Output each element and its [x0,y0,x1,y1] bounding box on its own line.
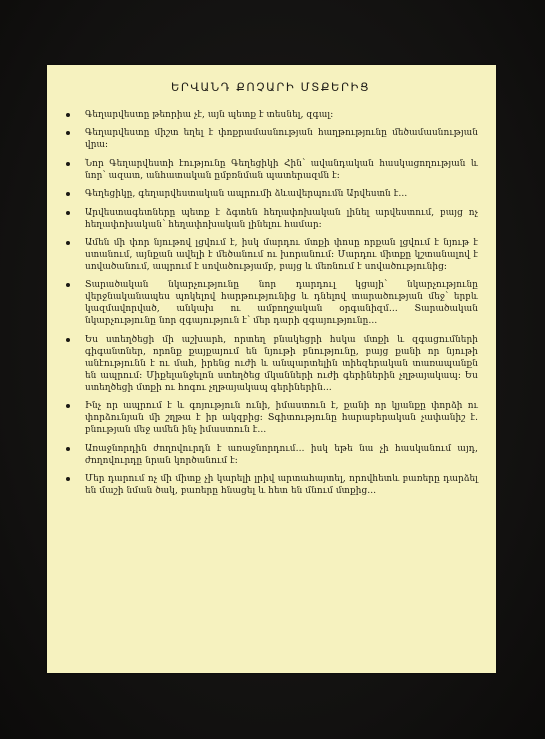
quote-text: Ինչ որ ապրում է և գոյություն ունի, իմաստուն է, քանի որ կյանքը փորձի ու փորձունյան մի շղթա է իր ակզբից: Տգիտությունը հարաբերական չափանիշ է. բնության մեջ ամեն ինչ իմաստուն է… [85,401,478,436]
list-item [63,158,478,182]
quote-text: Նոր Գեղարվեստի էությունը Գեղեցիկի Հին՝ ավանդական հասկացողության և նոր՝ ազատ, անհատական ըմբռնման պատերազմն է: [85,158,478,181]
list-item [63,109,478,121]
quote-text: Ամեն մի փոր նյութով լցվում է, իսկ մարդու մտքի փոսը որքան լցվում է նյութ է ստանում, այնքան ավելի է մեծանում ու խորանում: Մարդու միտքը կշտանալով է սովածանում, ապրում է սովածությամբ, բայց և մեռնում է սովածությունից: [85,237,478,272]
quote-text: Գեղեցիկը, գեղարվեստական ապրումի ձևավերպումն Արվեստն է… [85,189,408,200]
list-item [63,443,478,467]
bullet-icon [66,447,70,451]
list-item [63,279,478,327]
quote-list [63,109,478,497]
list-item [63,188,478,200]
quote-text: Գեղարվեստը թեորիա չէ, այն պետք է տեսնել, զգալ: [85,110,334,120]
bullet-icon [66,192,70,196]
quote-text: Առաջնորդին ժողովուրդն է առաջնորդում… իսկ եթե նա չի հասկանում այդ, ժողովուրդը նրան կործանում է: [85,443,478,466]
bullet-icon [66,113,70,117]
list-item [63,207,478,231]
bullet-icon [66,131,70,135]
quote-text: Գեղարվեստը միշտ եղել է փոքրամասնության հաղթությունը մեծամասնության վրա: [85,128,478,151]
document-page [47,65,496,673]
list-item [63,473,478,497]
bullet-icon [66,162,70,166]
list-item [63,334,478,394]
bullet-icon [66,338,70,342]
quote-text: Մեր դարում ոչ մի միտք չի կարելի լրիվ արտահայտել, որովհետև բառերը դարձել են մաշի նման ծակ, բառերը հնացել և հետ են մնում մտքից… [85,473,478,496]
quote-text: Տարածական նկարչությունը նոր դարդուլ կցայի՝ նկարչությունը վերջնականապես պոկելով հարթությունից և դնելով տարածության մեջ՝ երբև կազմավորված, անկախ ու ամբողջական օրգանիզմ… Տարածական նկարչությունը նոր զգայություն է՝ մեր դարի զգայությունը… [85,280,478,327]
bullet-icon [66,477,70,481]
quote-text: Արվեստագետները պետք է ձգտեն հեղափոխական լինել արվեստում, բայց ոչ հեղափոխական՝ հեղափոխական լինելու համար: [85,207,478,230]
bullet-icon [66,283,70,287]
bullet-icon [66,404,70,408]
bullet-icon [66,211,70,215]
list-item [63,237,478,273]
bullet-icon [66,241,70,245]
page-title: ԵՐՎԱՆԴ ՔՈՉԱՐԻ ՄՏՔԵՐԻՑ [170,80,371,94]
list-item [63,400,478,436]
quote-text: Ես ստեղծեցի մի աշխարհ, որտեղ բնակեցրի հսկա մտքի և զգացումների գիգանտներ, որոնք քայքայում են նյութի բնությունը, բայց քանի որ նյութի անէությունն է ու մահ, իրենց ուժի և անպարտելին տիեզերական տառապանքն են ապրում: Միքելանջելոն ստեղծեց մկանների ուժի գերիներին չղթայակապ: Ես ստեղծեցի մտքի ու հոգու չղթայակապ գերիներին… [85,334,478,393]
list-item [63,127,478,151]
